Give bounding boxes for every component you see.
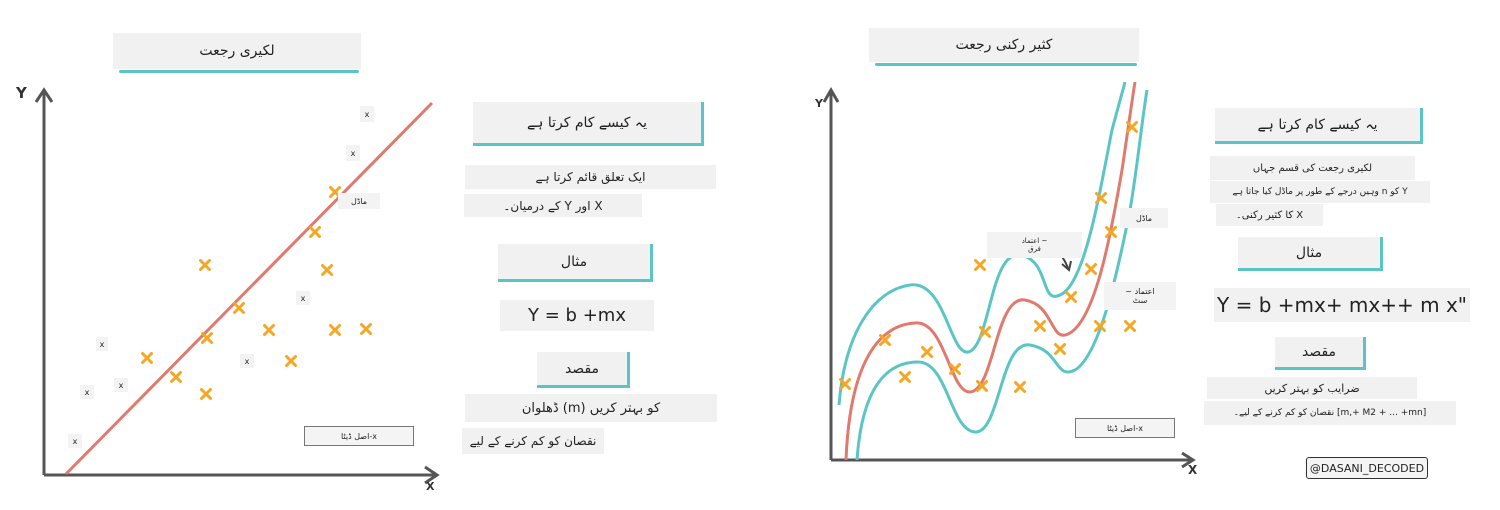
data-point-marker xyxy=(881,336,890,345)
right-goal-line2: نقصان کو کم کرنے کے لیے۔ [m,+ M2 + ... +mn] xyxy=(1204,401,1456,425)
data-point-marker xyxy=(901,373,910,382)
left-y-axis-label: Y xyxy=(16,84,27,102)
left-goal-line2: نقصان کو کم کرنے کے لیے xyxy=(462,428,604,454)
right-callout1: اعتماد ~ فرق xyxy=(987,232,1082,258)
left-legend: اصل ڈیٹا-x xyxy=(304,426,414,446)
data-point-marker xyxy=(1016,383,1025,392)
right-x-axis-label: X xyxy=(1188,463,1198,477)
credit-badge: @DASANI_DECODED xyxy=(1306,457,1428,479)
right-model-label: ماڈل xyxy=(1120,208,1168,228)
right-how-line2: وہیں درجے کے طور پر ماڈل کیا جاتا ہے n کو Y xyxy=(1210,181,1430,203)
data-point-marker xyxy=(976,261,985,270)
left-x-marker: x xyxy=(296,291,310,305)
right-formula: Y = b +mx+ mx++ m x" xyxy=(1214,288,1470,322)
right-legend: اصل ڈیٹا-x xyxy=(1075,418,1175,438)
data-point-marker xyxy=(923,348,932,357)
left-goal-title: مقصد xyxy=(537,352,630,388)
right-lower-band xyxy=(857,90,1147,460)
left-example-title: مثال xyxy=(498,244,653,282)
left-x-marker: x xyxy=(68,434,82,448)
left-x-marker: x xyxy=(360,106,374,122)
left-how-line1: ایک تعلق قائم کرتا ہے xyxy=(465,165,716,189)
right-goal-title: مقصد xyxy=(1275,337,1366,370)
right-example-title: مثال xyxy=(1238,237,1383,271)
data-point-marker xyxy=(1067,293,1076,302)
right-y-axis-label: Y xyxy=(815,97,823,110)
data-point-marker xyxy=(1056,345,1065,354)
left-how-title: یہ کیسے کام کرتا ہے xyxy=(473,102,704,146)
left-x-marker: x xyxy=(114,378,128,392)
data-point-marker xyxy=(1126,322,1135,331)
right-callout2: ~ اعتماد سٹ xyxy=(1104,282,1176,310)
right-goal-line1: ضرایب کو بہتر کریں xyxy=(1207,377,1417,399)
right-how-title: یہ کیسے کام کرتا ہے xyxy=(1215,108,1423,144)
right-how-line1: لکیری رجعت کی قسم جہاں xyxy=(1210,156,1415,180)
left-x-axis-label: X xyxy=(426,480,435,493)
left-x-marker: x xyxy=(80,385,94,399)
left-goal-line1: ڈھلوان (m) کو بہتر کریں xyxy=(465,394,717,422)
right-upper-band xyxy=(839,82,1125,405)
left-how-line2: کے درمیان۔ Y اور X xyxy=(464,194,642,217)
left-formula: Y = b +mx xyxy=(500,300,654,331)
left-x-marker: x xyxy=(240,354,254,368)
left-title-text: لکیری رجعت xyxy=(199,43,275,59)
left-x-marker: x xyxy=(346,145,360,161)
left-x-marker: x xyxy=(96,337,108,351)
data-point-marker xyxy=(1036,322,1045,331)
right-title-text: کثیر رکنی رجعت xyxy=(955,37,1053,53)
right-how-line3: کا کثیر رکنی۔ X xyxy=(1216,204,1323,226)
data-point-marker xyxy=(1087,265,1096,274)
left-model-label: ماڈل xyxy=(338,193,380,209)
